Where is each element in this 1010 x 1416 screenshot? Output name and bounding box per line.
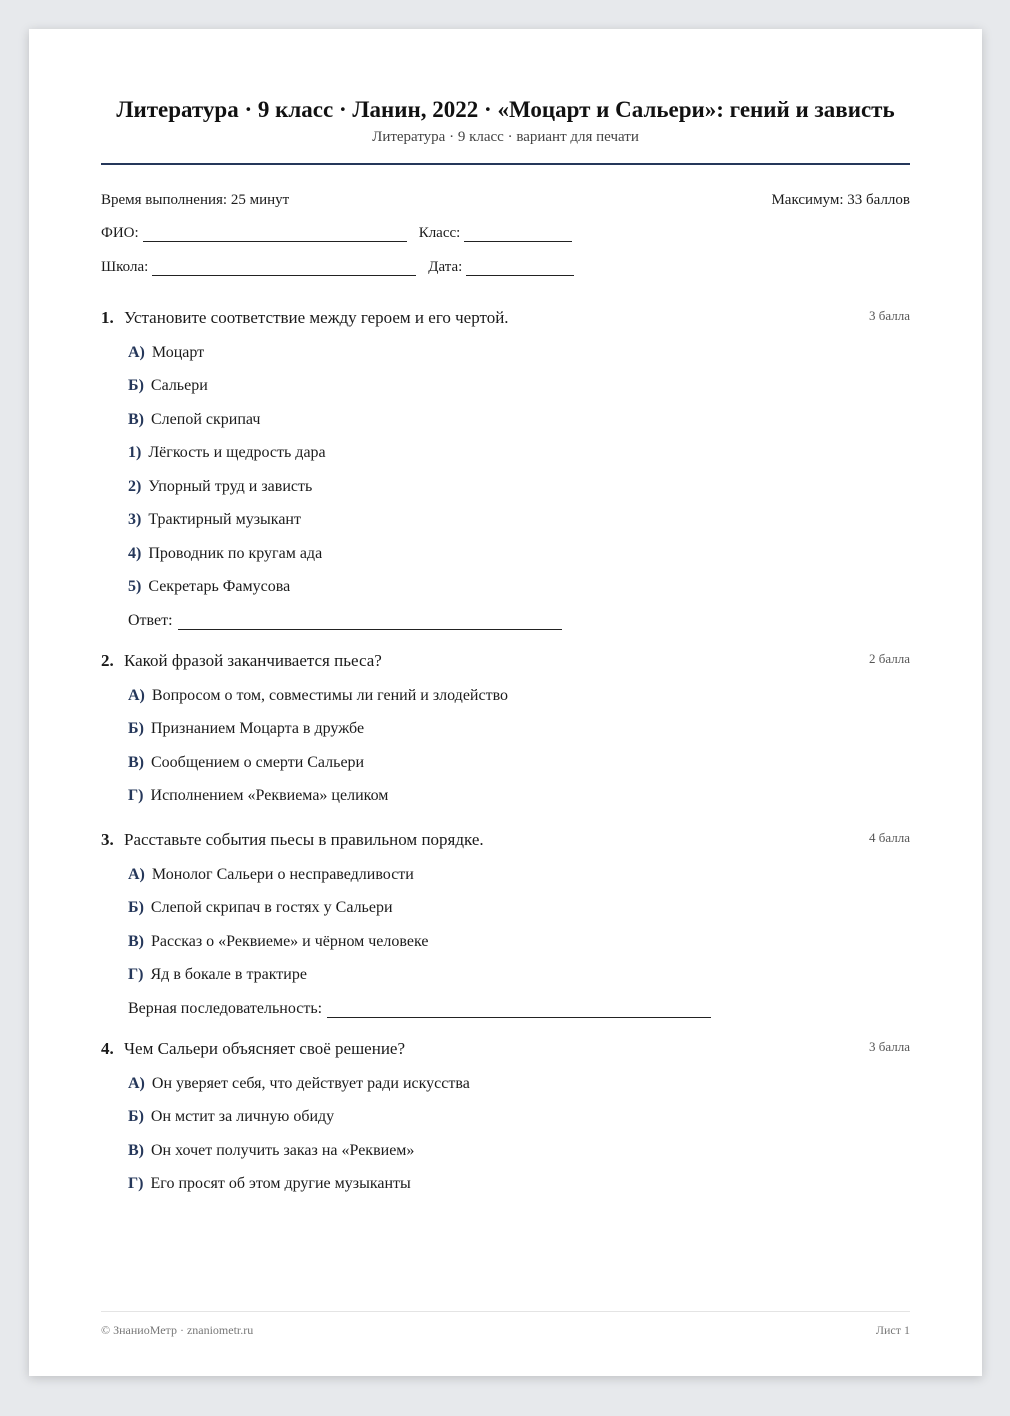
max-score: Максимум: 33 баллов [771,192,910,208]
option-text: Признанием Моцарта в дружбе [150,720,365,737]
question-text: Какой фразой заканчивается пьеса? [124,651,382,670]
option-key: 4) [128,544,142,562]
meta-row [101,191,910,209]
option-text: Проводник по кругам ада [148,544,323,562]
name-label: ФИО: [101,225,139,241]
answer-field[interactable] [178,615,562,630]
option-text: Он уверяет себя, что действует ради искусства [151,1074,470,1092]
option-text: Слепой скрипач в гостях у Сальери [150,899,393,916]
option-text: Трактирный музыкант [148,511,301,528]
question-text: Установите соответствие между героем и его чертой. [124,308,509,327]
option-key: Г) [128,787,144,804]
option-text: Секретарь Фамусова [148,578,291,595]
option-key: Б) [128,899,144,916]
question-text: Чем Сальери объясняет своё решение? [124,1039,406,1058]
option-text: Яд в бокале в трактире [150,966,307,983]
option-text: Моцарт [151,343,205,361]
name-field[interactable] [143,227,407,242]
option-text: Он хочет получить заказ на «Реквием» [151,1141,415,1159]
option-item[interactable] [128,477,910,497]
option-text: Он мстит за личную обиду [150,1108,335,1125]
question-points: 3 балла [869,1039,910,1054]
student-fields-row-2 [101,258,910,276]
header-divider [101,163,910,165]
option-key: В) [128,932,144,950]
option-text: Слепой скрипач [151,410,261,428]
option-item[interactable] [128,753,910,773]
class-field[interactable] [464,227,572,242]
option-item[interactable] [128,510,910,530]
option-text: Упорный труд и зависть [148,477,313,495]
answer-label: Верная последовательность: [128,1000,323,1017]
date-field[interactable] [466,261,574,276]
option-item[interactable] [128,1141,910,1161]
option-key: А) [128,686,145,704]
option-key: Г) [128,966,144,983]
option-key: В) [128,1141,144,1159]
question-4 [101,1038,910,1194]
option-key: Б) [128,720,144,737]
option-item[interactable] [128,965,910,985]
question-number: 2. [101,651,114,670]
class-label: Класс: [418,225,461,241]
option-text: Лёгкость и щедрость дара [148,444,326,461]
date-label: Дата: [428,259,463,275]
option-item[interactable] [128,343,910,363]
option-key: В) [128,753,144,771]
school-field[interactable] [152,261,416,276]
question-points: 4 балла [869,830,910,845]
time-limit: Время выполнения: 25 минут [101,192,290,208]
question-text: Расставьте события пьесы в правильном порядке. [124,830,484,849]
option-text: Сообщением о смерти Сальери [151,753,365,771]
option-key: В) [128,410,144,428]
sequence-answer-field[interactable] [327,1003,711,1018]
option-key: А) [128,1074,145,1092]
option-item[interactable] [128,786,910,806]
option-item[interactable] [128,1074,910,1094]
option-text: Сальери [150,377,208,394]
footer-divider [101,1311,910,1312]
page-title: Литература · 9 класс · Ланин, 2022 · «Моцарт и Сальери»: гений и зависть [116,97,895,122]
option-item[interactable] [128,1174,910,1194]
option-item[interactable] [128,376,910,396]
option-key: А) [128,343,145,361]
option-item[interactable] [128,410,910,430]
option-item[interactable] [128,719,910,739]
option-key: А) [128,865,145,883]
page-footer [101,1323,910,1338]
worksheet-page [29,29,982,1376]
answer-label: Ответ: [128,612,173,629]
option-item[interactable] [128,577,910,597]
question-number: 4. [101,1039,114,1058]
option-key: Г) [128,1175,144,1192]
option-key: Б) [128,377,144,394]
option-key: 5) [128,578,142,595]
option-key: Б) [128,1108,144,1125]
question-1 [101,307,910,630]
question-2 [101,650,910,806]
option-text: Монолог Сальери о несправедливости [151,865,414,883]
question-points: 3 балла [869,308,910,323]
option-item[interactable] [128,898,910,918]
footer-copyright: © ЗнаниоМетр · znaniometr.ru [101,1323,254,1337]
school-label: Школа: [101,259,149,275]
option-item[interactable] [128,686,910,706]
option-text: Вопросом о том, совместимы ли гений и злодейство [151,686,509,704]
question-3 [101,829,910,1018]
option-text: Рассказ о «Реквиеме» и чёрном человеке [151,932,429,950]
option-key: 2) [128,477,142,495]
question-points: 2 балла [869,651,910,666]
option-key: 3) [128,511,142,528]
option-key: 1) [128,444,142,461]
page-subtitle: Литература · 9 класс · вариант для печати [372,129,639,145]
option-item[interactable] [128,443,910,463]
question-number: 1. [101,308,114,327]
answer-row [128,610,910,630]
option-text: Его просят об этом другие музыканты [150,1175,411,1192]
question-number: 3. [101,830,114,849]
answer-row [128,998,910,1018]
student-fields-row-1 [101,224,910,242]
option-item[interactable] [128,932,910,952]
option-item[interactable] [128,544,910,564]
option-item[interactable] [128,1107,910,1127]
option-text: Исполнением «Реквиема» целиком [150,787,389,804]
option-item[interactable] [128,865,910,885]
worksheet-content [101,96,910,1194]
page-number: Лист 1 [875,1323,910,1337]
